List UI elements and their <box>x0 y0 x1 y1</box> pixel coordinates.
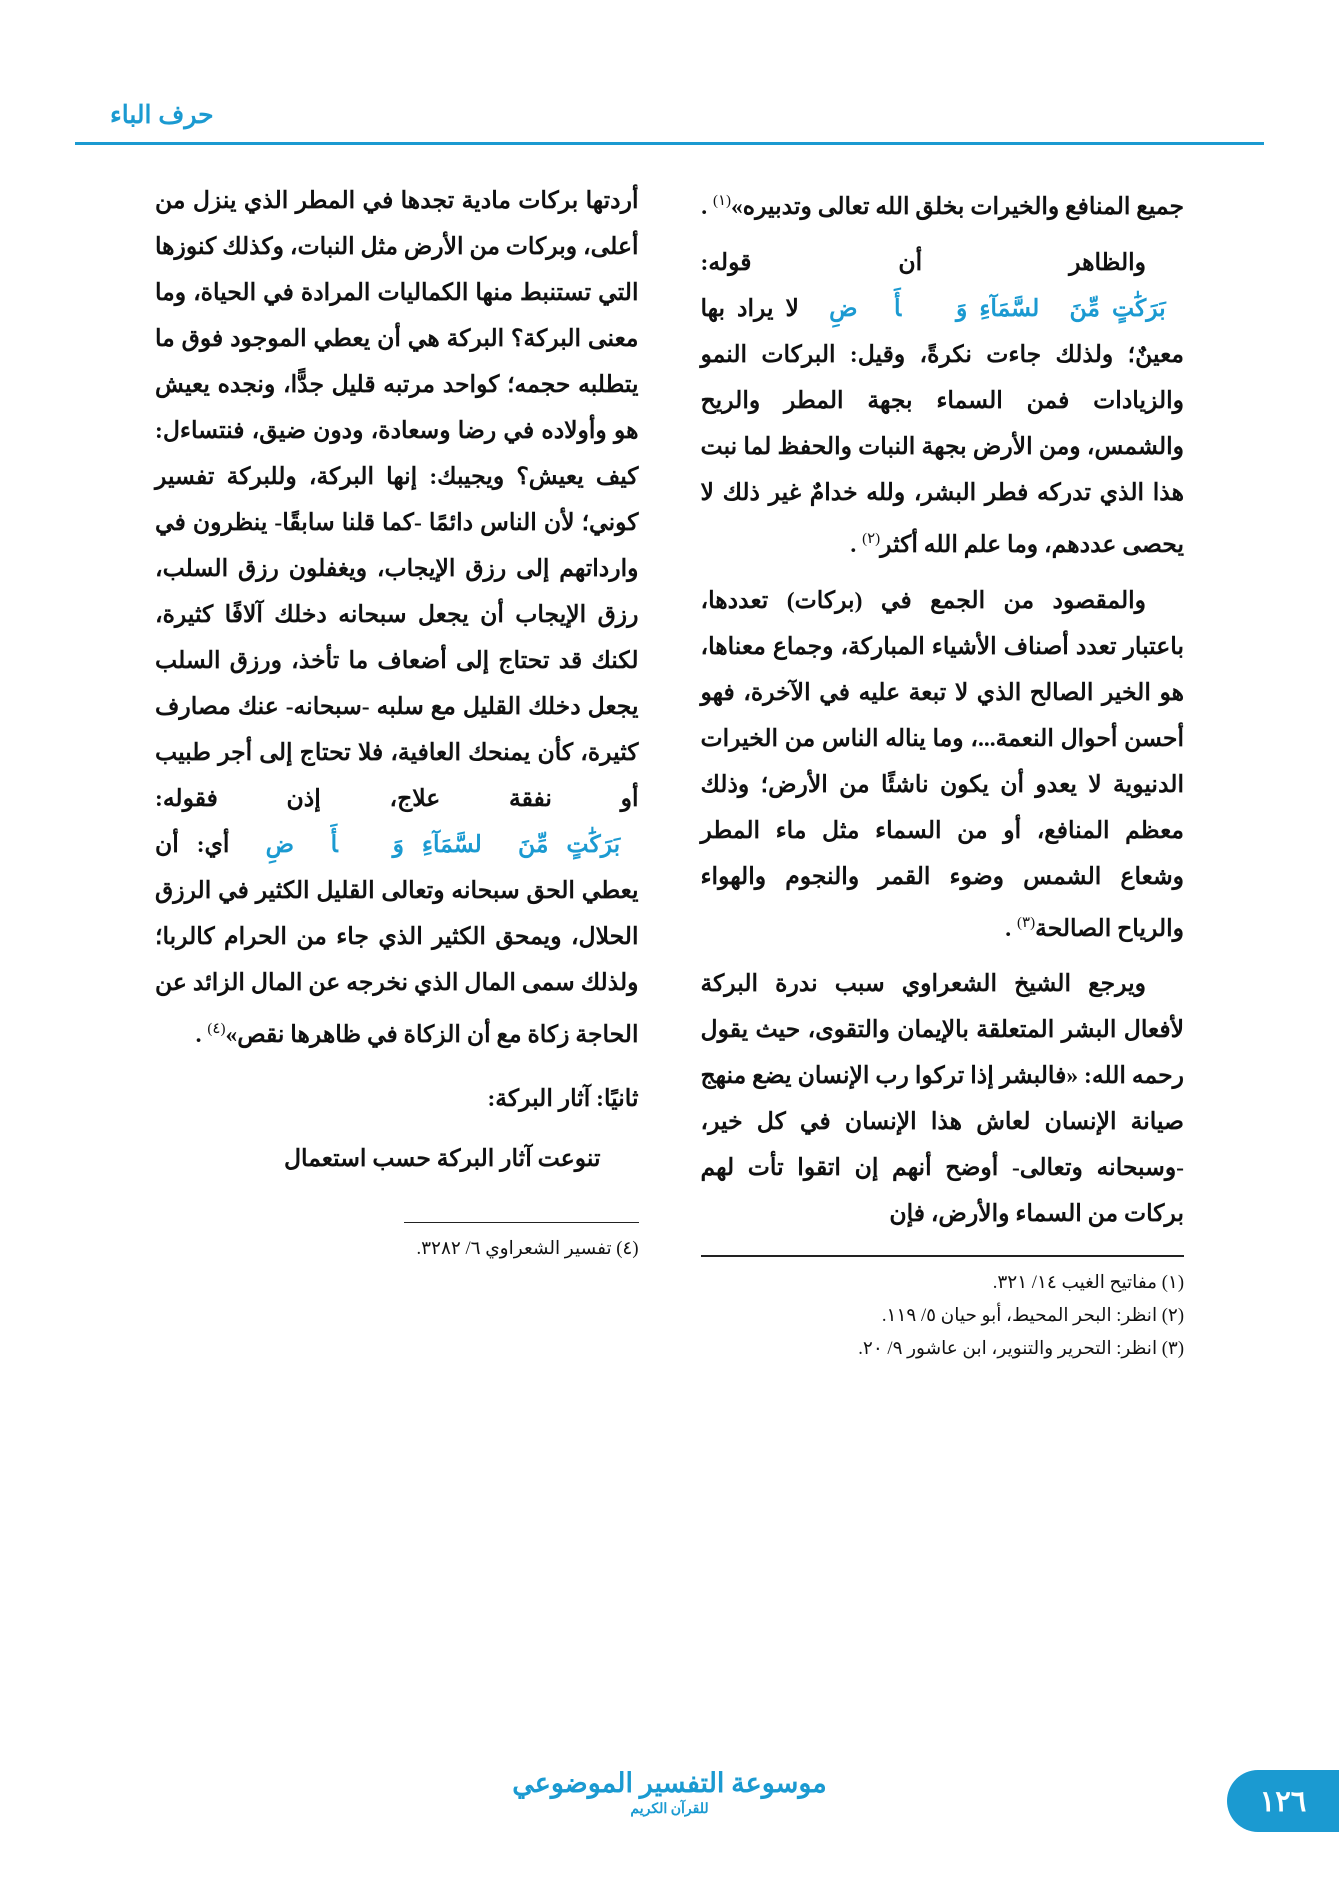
paragraph-3-tail: . <box>1005 915 1018 942</box>
page-number-badge: ١٢٦ <box>1227 1770 1339 1832</box>
section-heading: ثانيًا: آثار البركة: <box>487 1085 639 1112</box>
paragraph-6: تنوعت آثار البركة حسب استعمال <box>283 1145 601 1172</box>
publisher-logo <box>512 1768 827 1818</box>
footnote-item: (٣) انظر: التحرير والتنوير، ابن عاشور ٩/ ٢٠. <box>858 1339 1184 1360</box>
footnote-ref-1: (١) <box>712 193 732 209</box>
right-column <box>701 178 1185 1366</box>
footnote-ref-2: (٢) <box>862 530 881 547</box>
left-column <box>155 178 639 1366</box>
paragraph-2 <box>701 240 1185 568</box>
footnote-ref-3: (٣) <box>1017 914 1036 931</box>
footnote-item: (١) مفاتيح الغيب ١٤/ ٣٢١. <box>992 1273 1184 1294</box>
paragraph-5 <box>155 178 639 1058</box>
paragraph-3-text: والمقصود من الجمع في (بركات) تعددها، باعتبار تعدد أصناف الأشياء المباركة، وجماع معناها، هو الخير الصالح الذي لا تبعة عليه في الآخرة، فهو أحسن أحوال النعمة...، وما يناله الناس من الخيرات الدنيوية لا يعدو أن يكون ناشئًا من الأرض؛ وذلك معظم المنافع، أو من السماء مثل ماء المطر وشعاع الشمس وضوء القمر والنجوم والهواء والرياح الصالحة <box>700 587 1184 942</box>
paragraph-2-lead: والظاهر أن قوله: <box>700 249 1146 276</box>
quran-quote-2: ﴿بَرَكَٰتٍ مِّنَ ٱلسَّمَآءِ وَٱلۡأَرۡضِ﴾ <box>247 832 639 858</box>
header-title: حرف الباء <box>110 101 214 129</box>
paragraph-4-text: ويرجع الشيخ الشعراوي سبب ندرة البركة لأفعال البشر المتعلقة بالإيمان والتقوى، حيث يقول رحمه الله: «فالبشر إذا تركوا رب الإنسان يضع منهج صيانة الإنسان لعاش هذا الإنسان في كل خير، -وسبحانه وتعالى- أوضح أنهم إن اتقوا تأت لهم بركات من السماء والأرض، فإن <box>700 971 1184 1228</box>
right-footnotes <box>701 1255 1185 1366</box>
paragraph-3 <box>701 578 1185 952</box>
paragraph-5-tail: . <box>195 1021 208 1048</box>
footnote-item: (٢) انظر: البحر المحيط، أبو حيان ٥/ ١١٩. <box>881 1306 1184 1327</box>
paragraph-5-text: أردتها بركات مادية تجدها في المطر الذي ينزل من أعلى، وبركات من الأرض مثل النبات، وكذلك كنوزها التي تستنبط منها الكماليات المرادة في الحياة، وما معنى البركة؟ البركة هي أن يعطي الموجود فوق ما يتطلبه حجمه؛ كواحد مرتبه قليل جدًّا، ونجده يعيش هو وأولاده في رضا وسعادة، ودون ضيق، فنتساءل: كيف يعيش؟ ويجيبك: إنها البركة، وللبركة تفسير كوني؛ لأن الناس دائمًا -كما قلنا سابقًا- ينظرون في وارداتهم إلى رزق الإيجاب، ويغفلون رزق السلب، رزق الإيجاب أن يجعل سبحانه دخلك آلافًا كثيرة، لكنك قد تحتاج إلى أضعاف ما تأخذ، ورزق السلب يجعل دخلك القليل مع سلبه -سبحانه- عنك مصارف كثيرة، كأن يمنحك العافية، فلا تحتاج إلى أجر طبيب أو نفقة علاج، إذن فقوله: <box>155 188 639 812</box>
paragraph-2-tail: . <box>850 531 863 558</box>
footnote-item: (٤) تفسير الشعراوي ٦/ ٣٢٨٢. <box>416 1239 639 1260</box>
paragraph-2-text: لا يراد بها معينٌ؛ ولذلك جاءت نكرةً، وقيل: البركات النمو والزيادات فمن السماء بجهة المطر والريح والشمس، ومن الأرض بجهة النبات والحفظ لما نبت هذا الذي تدركه فطر البشر، ولله خدامٌ غير ذلك لا يحصى عددهم، وما علم الله أكثر <box>700 295 1184 558</box>
logo-sub-text: للقرآن الكريم <box>630 1802 709 1817</box>
page-header <box>0 100 1339 145</box>
paragraph-5-continued: أي: أن يعطي الحق سبحانه وتعالى القليل الكثير في الرزق الحلال، ويمحق الكثير الذي جاء من الحرام كالربا؛ ولذلك سمى المال الذي نخرجه عن المال الزائد عن الحاجة زكاة مع أن الزكاة في ظاهرها نقص» <box>155 832 639 1048</box>
footnote-divider-right <box>701 1255 1185 1257</box>
footnote-ref-4: (٤) <box>207 1021 226 1037</box>
logo-main-text: موسوعة التفسير الموضوعي <box>512 1768 827 1798</box>
paragraph-1 <box>701 178 1185 230</box>
left-footnotes <box>155 1222 639 1267</box>
body-columns <box>155 178 1184 1366</box>
paragraph-4 <box>701 961 1185 1237</box>
header-divider <box>75 142 1264 145</box>
quran-quote-1: ﴿بَرَكَٰتٍ مِّنَ ٱلسَّمَآءِ وَٱلۡأَرۡضِ﴾ <box>810 295 1184 322</box>
paragraph-1-tail: . <box>701 193 713 220</box>
paragraph-1-text: جميع المنافع والخيرات بخلق الله تعالى وتدبيره» <box>731 193 1184 220</box>
footnote-divider-left <box>404 1222 639 1224</box>
